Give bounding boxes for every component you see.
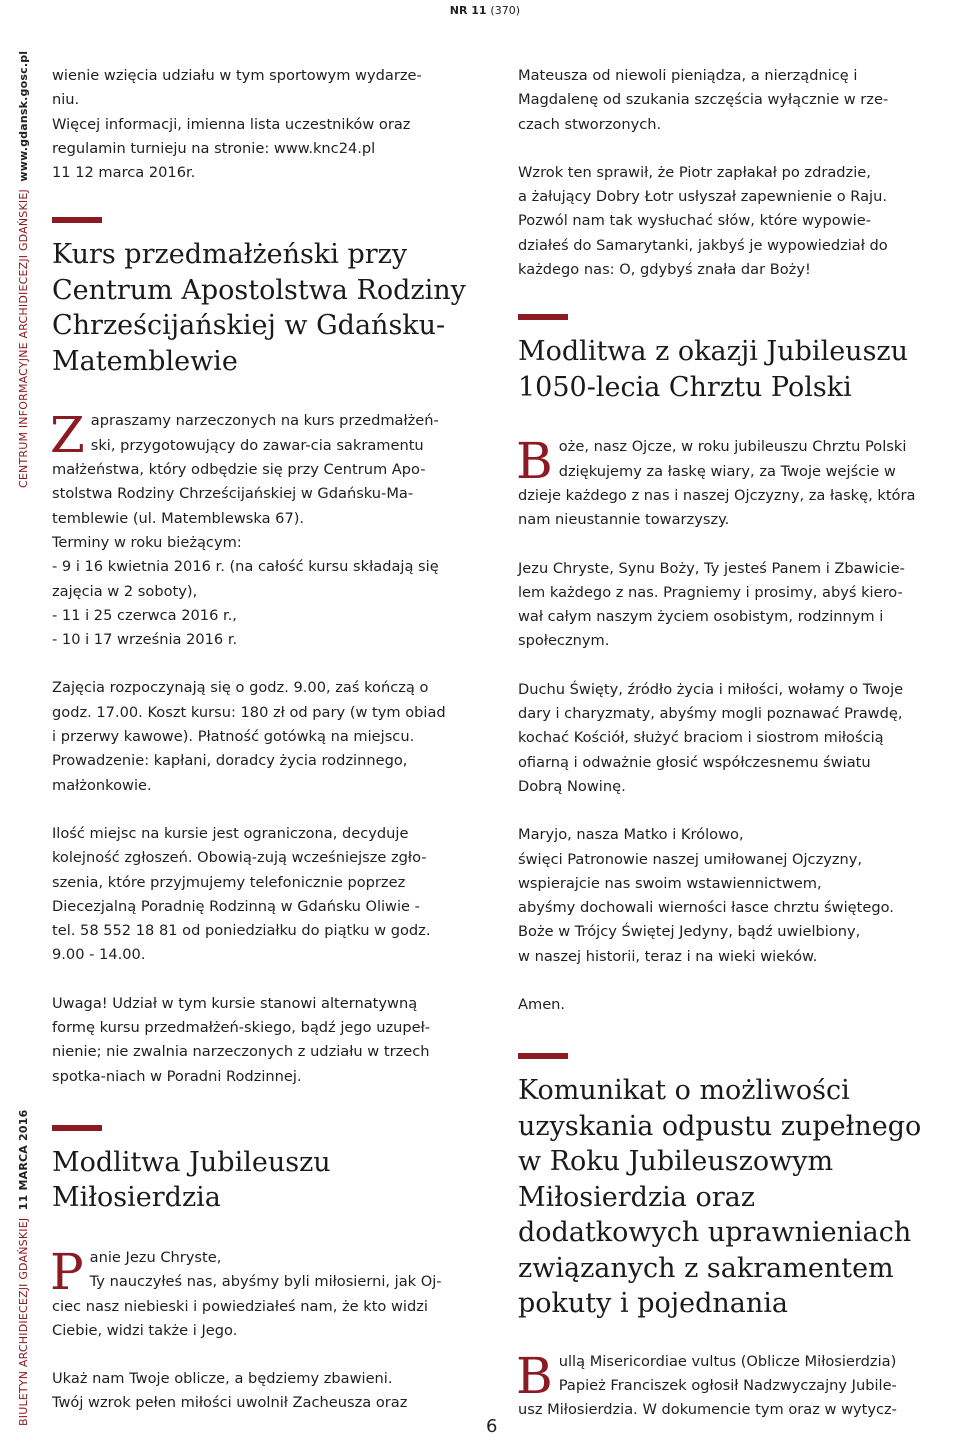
- drop-cap: B: [516, 1346, 553, 1405]
- title-line: Kurs przedmałżeński przy: [52, 239, 408, 271]
- article-title-modlitwa-milosierdzia: [52, 1145, 466, 1216]
- article-body-kurs: [50, 406, 466, 1088]
- title-line: Miłosierdzia oraz: [518, 1181, 755, 1213]
- title-line: Modlitwa z okazji Jubileuszu: [518, 336, 909, 368]
- right-column: [518, 64, 934, 1423]
- text-line: Diecezjalną Poradnię Rodzinną w Gdańsku Oliwie -: [52, 897, 420, 915]
- text-line: lem każdego z nas. Pragniemy i prosimy, abyś kiero-: [518, 583, 903, 601]
- text-line: godz. 17.00. Koszt kursu: 180 zł od pary (w tym obiad: [52, 703, 446, 721]
- section-marker: [52, 1125, 102, 1131]
- issue-sequence: (370): [490, 4, 520, 17]
- text-line: święci Patronowie naszej umiłowanej Ojczyzny,: [518, 850, 863, 868]
- amen: Amen.: [518, 996, 566, 1014]
- text-line: abyśmy dochowali wierności łasce chrztu świętego.: [518, 899, 894, 917]
- text-line: temblewie (ul. Matemblewska 67).: [52, 509, 305, 527]
- prayer-closing: [518, 823, 934, 969]
- article-body-modlitwa-milosierdzia: [50, 1242, 466, 1416]
- text-line: formę kursu przedmałżeń-skiego, bądź jego uzupeł-: [52, 1019, 431, 1037]
- text-line: szenia, które przyjmujemy telefonicznie poprzez: [52, 873, 406, 891]
- page-number: 6: [486, 1416, 498, 1437]
- text-line: nam nieustannie towarzyszy.: [518, 511, 730, 529]
- text-line: Uwaga! Udział w tym kursie stanowi alternatywną: [52, 994, 418, 1012]
- text-line: stolstwa Rodziny Chrześcijańskiej w Gdańsku-Ma-: [52, 485, 414, 503]
- title-line: 1050-lecia Chrztu Polski: [518, 371, 852, 403]
- section-marker: [52, 217, 102, 223]
- text-line: społecznym.: [518, 632, 610, 650]
- text-line: usz Miłosierdzia. W dokumencie tym oraz w wytycz-: [518, 1401, 897, 1419]
- title-line: Chrześcijańskiej w Gdańsku-: [52, 310, 446, 342]
- text-line: wspierajcie nas swoim wstawiennictwem,: [518, 874, 822, 892]
- text-line: czach stworzonych.: [518, 115, 662, 133]
- text-line: Wzrok ten sprawił, że Piotr zapłakał po zdradzie,: [518, 163, 871, 181]
- text-line: a żałujący Dobry Łotr usłyszał zapewnienie o Raju.: [518, 188, 887, 206]
- section-marker: [518, 314, 568, 320]
- text-line: dziękujemy za łaskę wiary, za Twoje wejście w: [558, 462, 896, 480]
- text-line: dzieje każdego z nas i naszej Ojczyzny, za łaskę, która: [518, 486, 916, 504]
- text-line: Jezu Chryste, Synu Boży, Ty jesteś Panem i Zbawicie-: [518, 559, 905, 577]
- text-line: każdego nas: O, gdybyś znała dar Boży!: [518, 261, 811, 279]
- title-line: Komunikat o możliwości: [518, 1075, 850, 1107]
- text-line: Więcej informacji, imienna lista uczestników oraz: [52, 115, 411, 133]
- text-line: Twój wzrok pełen miłości uwolnił Zacheusza oraz: [52, 1394, 408, 1412]
- side-date: 11 MARCA 2016: [17, 1109, 30, 1211]
- text-line: - 9 i 16 kwietnia 2016 r. (na całość kursu składają się: [52, 558, 439, 576]
- text-line: Prowadzenie: kapłani, doradcy życia rodzinnego,: [52, 752, 408, 770]
- title-line: Miłosierdzia: [52, 1182, 221, 1214]
- title-line: uzyskania odpustu zupełnego: [518, 1110, 922, 1142]
- title-line: Centrum Apostolstwa Rodziny: [52, 274, 466, 306]
- text-line: Zajęcia rozpoczynają się o godz. 9.00, zaś kończą o: [52, 679, 429, 697]
- side-label-center: CENTRUM INFORMACYJNE ARCHIDIECEZJI GDAŃSKIEJ: [17, 189, 30, 488]
- text-line: apraszamy narzeczonych na kurs przedmałżeń-: [90, 412, 439, 430]
- intro-continued-right: [518, 64, 934, 282]
- text-line: wienie wzięcia udziału w tym sportowym wydarze-: [52, 67, 422, 84]
- issue-header: [450, 4, 520, 17]
- side-url: www.gdansk.gosc.pl: [17, 50, 30, 182]
- text-line: nienie; nie zwalnia narzeczonych z udziału w trzech: [52, 1043, 430, 1061]
- text-line: Pozwól nam tak wysłuchać słów, które wypowie-: [518, 212, 871, 230]
- title-line: w Roku Jubileuszowym: [518, 1146, 834, 1178]
- text-line: anie Jezu Chryste,: [89, 1248, 222, 1266]
- title-line: związanych z sakramentem: [518, 1252, 894, 1284]
- text-line: - 10 i 17 września 2016 r.: [52, 631, 238, 649]
- left-column: [52, 64, 466, 1416]
- text-line: Dobrą Nowinę.: [518, 777, 626, 795]
- text-line: dary i charyzmaty, abyśmy mogli poznawać Prawdę,: [518, 705, 903, 723]
- text-line: Duchu Święty, źródło życia i miłości, wołamy o Twoje: [518, 680, 904, 698]
- drop-cap: B: [516, 432, 553, 491]
- issue-number: NR 11: [449, 4, 487, 17]
- text-line: spotka-niach w Poradni Rodzinnej.: [52, 1067, 302, 1085]
- article-title-komunikat: [518, 1073, 934, 1322]
- text-line: ullą Misericordiae vultus (Oblicze Miłosierdzia): [558, 1352, 897, 1370]
- text-line: Papież Franciszek ogłosił Nadzwyczajny Jubile-: [558, 1377, 897, 1395]
- text-line: tel. 58 552 18 81 od poniedziałku do piątku w godz.: [52, 922, 431, 940]
- article-body-komunikat: [516, 1346, 934, 1423]
- text-line: i przerwy kawowe). Płatność gotówką na miejscu.: [52, 728, 415, 746]
- text-line: w naszej historii, teraz i na wieki wieków.: [518, 947, 818, 965]
- text-line: - 11 i 25 czerwca 2016 r.,: [52, 606, 237, 624]
- text-line: Magdalenę od szukania szczęścia wyłącznie w rze-: [518, 91, 889, 109]
- section-marker: [518, 1053, 568, 1059]
- text-line: Mateusza od niewoli pieniądza, a nierządnicę i: [518, 67, 858, 84]
- article-title-kurs: [52, 237, 466, 379]
- text-line: ofiarną i odważnie głosić współczesnemu światu: [518, 753, 871, 771]
- text-line: ski, przygotowujący do zawar-cia sakramentu: [90, 436, 424, 454]
- drop-cap: P: [50, 1242, 84, 1301]
- text-line: kochać Kościół, służyć braciom i siostrom miłością: [518, 729, 884, 747]
- text-line: 11 12 marca 2016r.: [52, 164, 196, 182]
- text-line: 9.00 - 14.00.: [52, 946, 146, 964]
- article-title-chrzest: [518, 334, 934, 405]
- title-line: pokuty i pojednania: [518, 1288, 788, 1320]
- title-line: dodatkowych uprawnieniach: [518, 1217, 912, 1249]
- text-line: ciec nasz niebieski i powiedziałeś nam, że kto widzi: [52, 1297, 428, 1315]
- intro-continued: [52, 64, 466, 185]
- title-line: Modlitwa Jubileuszu: [52, 1146, 331, 1178]
- side-margin: [0, 0, 30, 1438]
- title-line: Matemblewie: [52, 345, 238, 377]
- text-line: niu.: [52, 91, 80, 109]
- text-line: Maryjo, nasza Matko i Królowo,: [518, 826, 744, 844]
- text-line: Boże w Trójcy Świętej Jedyny, bądź uwielbiony,: [518, 923, 861, 941]
- text-line: Terminy w roku bieżącym:: [52, 533, 242, 551]
- text-line: Ciebie, widzi także i Jego.: [52, 1321, 238, 1339]
- text-line: regulamin turnieju na stronie: www.knc24.pl: [52, 139, 376, 157]
- article-body-chrzest: [516, 432, 934, 1017]
- drop-cap: Z: [50, 406, 85, 465]
- text-line: zajęcia w 2 soboty),: [52, 582, 198, 600]
- text-line: małżonkowie.: [52, 776, 152, 794]
- text-line: Ilość miejsc na kursie jest ograniczona, decyduje: [52, 824, 409, 842]
- text-line: Ty nauczyłeś nas, abyśmy byli miłosierni, jak Oj-: [89, 1273, 442, 1291]
- text-line: kolejność zgłoszeń. Obowią-zują wcześniejsze zgło-: [52, 849, 427, 867]
- text-line: małżeństwa, który odbędzie się przy Centrum Apo-: [52, 461, 426, 479]
- side-label-bulletin: BIULETYN ARCHIDIECEZJI GDAŃSKIEJ: [17, 1217, 30, 1426]
- text-line: działeś do Samarytanki, jakbyś je wypowiedział do: [518, 236, 888, 254]
- text-line: wał całym naszym życiem osobistym, rodzinnym i: [518, 608, 884, 626]
- side-label-bottom: [17, 1110, 30, 1426]
- side-label-top: [17, 51, 30, 488]
- text-line: oże, nasz Ojcze, w roku jubileuszu Chrztu Polski: [558, 438, 907, 456]
- text-line: Ukaż nam Twoje oblicze, a będziemy zbawieni.: [52, 1370, 393, 1388]
